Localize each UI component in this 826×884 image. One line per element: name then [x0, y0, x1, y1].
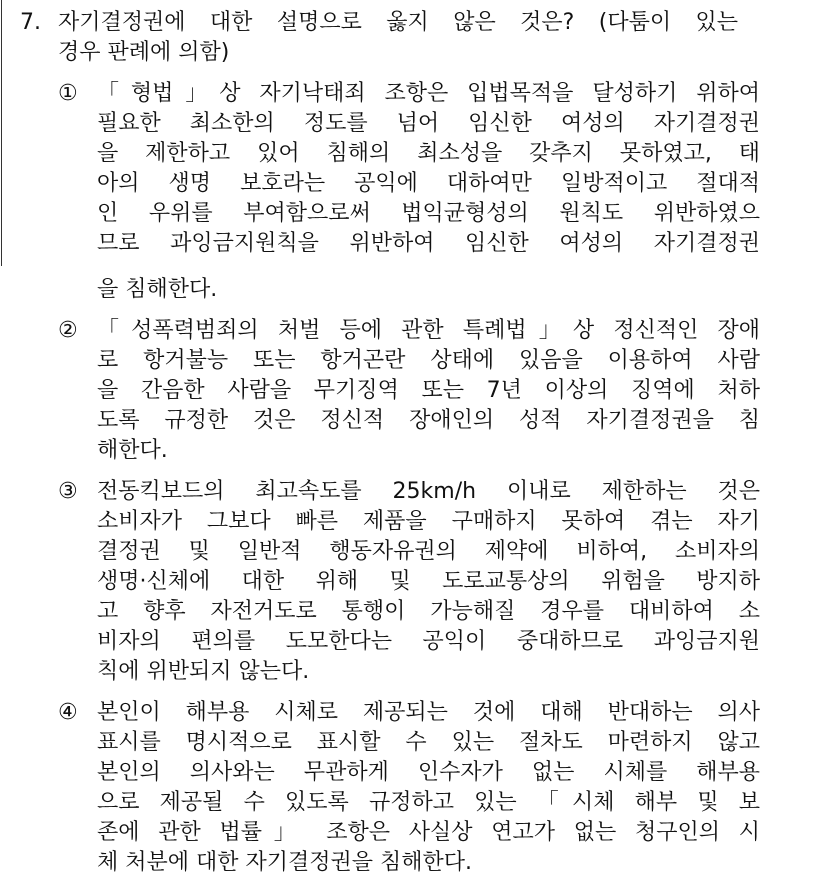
option-line: 으로 제공될 수 있도록 규정하고 있는 「시체 해부 및 보	[97, 790, 760, 815]
option-marker: ①	[58, 81, 78, 106]
option-line: 을 간음한 사람을 무기징역 또는 7년 이상의 징역에 처하	[97, 378, 760, 403]
option-line: 고 향후 자전거도로 통행이 가능해질 경우를 대비하여 소	[97, 599, 760, 624]
option-line: 인 우위를 부여함으로써 법익균형성의 원칙도 위반하였으	[97, 201, 760, 226]
option-4[interactable]	[58, 698, 760, 878]
option-line: 을 침해한다.	[97, 277, 218, 302]
option-line: 칙에 위반되지 않는다.	[97, 659, 310, 684]
option-line: 생명·신체에 대한 위해 및 도로교통상의 위험을 방지하	[97, 569, 760, 594]
option-line: 로 항거불능 또는 항거곤란 상태에 있음을 이용하여 사람	[97, 348, 760, 373]
option-line: 체 처분에 대한 자기결정권을 침해한다.	[97, 850, 472, 875]
option-3[interactable]	[58, 477, 760, 687]
page-border-line	[1, 0, 2, 266]
option-2[interactable]	[58, 316, 760, 466]
option-line: 을 제한하고 있어 침해의 최소성을 갖추지 못하였고, 태	[97, 141, 760, 166]
option-line: 소비자가 그보다 빠른 제품을 구매하지 못하여 겪는 자기	[97, 509, 760, 534]
question-line: 경우 판례에 의함)	[58, 40, 230, 65]
option-line: 「형법」상 자기낙태죄 조항은 입법목적을 달성하기 위하여	[97, 81, 760, 106]
question-line: 자기결정권에 대한 설명으로 옳지 않은 것은? (다툼이 있는	[58, 10, 738, 35]
option-line: 해한다.	[97, 438, 168, 463]
option-line: 본인의 의사와는 무관하게 인수자가 없는 시체를 해부용	[97, 760, 760, 785]
question-stem	[58, 8, 738, 68]
option-1[interactable]	[58, 79, 760, 305]
option-line: 전동킥보드의 최고속도를 25km/h 이내로 제한하는 것은	[97, 479, 760, 504]
option-line: 도록 규정한 것은 정신적 장애인의 성적 자기결정권을 침	[97, 408, 760, 433]
option-line: 아의 생명 보호라는 공익에 대하여만 일방적이고 절대적	[97, 171, 760, 196]
option-line: 존에 관한 법률」 조항은 사실상 연고가 없는 청구인의 시	[97, 820, 760, 845]
question-number: 7.	[20, 10, 41, 35]
option-marker: ④	[58, 700, 78, 725]
option-marker: ③	[58, 479, 78, 504]
option-line: 필요한 최소한의 정도를 넘어 임신한 여성의 자기결정권	[97, 111, 760, 136]
option-line: 므로 과잉금지원칙을 위반하여 임신한 여성의 자기결정권	[97, 231, 760, 256]
option-line: 표시를 명시적으로 표시할 수 있는 절차도 마련하지 않고	[97, 730, 760, 755]
option-marker: ②	[58, 318, 78, 343]
option-line: 본인이 해부용 시체로 제공되는 것에 대해 반대하는 의사	[97, 700, 760, 725]
option-line: 결정권 및 일반적 행동자유권의 제약에 비하여, 소비자의	[97, 539, 760, 564]
option-line: 「성폭력범죄의 처벌 등에 관한 특례법」상 정신적인 장애	[97, 318, 760, 343]
question-block	[20, 8, 760, 878]
option-line: 비자의 편의를 도모한다는 공익이 중대하므로 과잉금지원	[97, 629, 760, 654]
